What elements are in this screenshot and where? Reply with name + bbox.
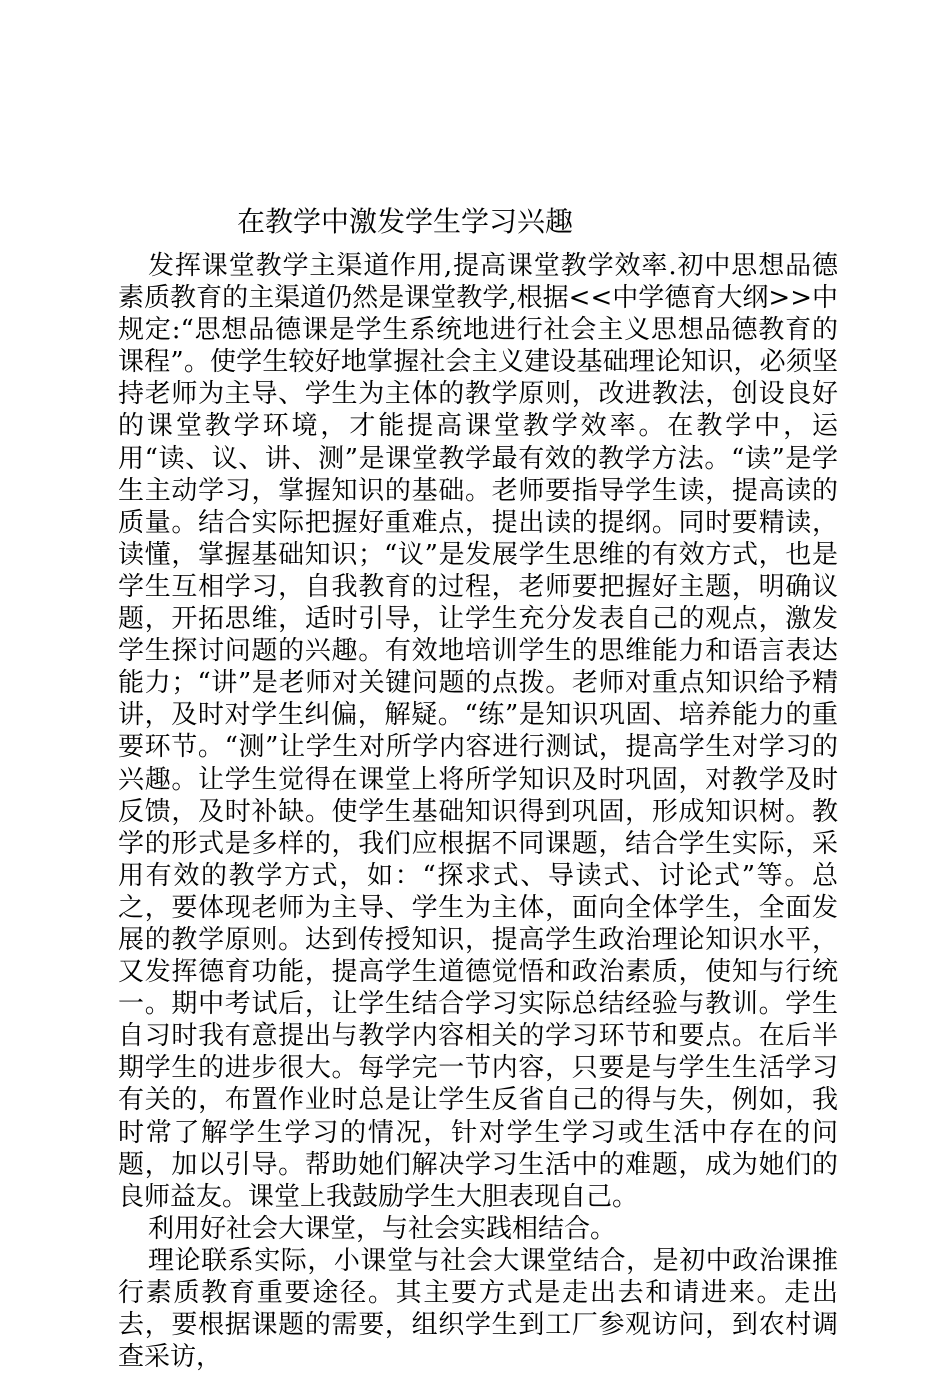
paragraph-theory-practice: 理论联系实际，小课堂与社会大课堂结合，是初中政治课推行素质教育重要途径。其主要方式是走出去和请进来。走出去，要根据课题的需要，组织学生到工厂参观访问，到农村调查采访，: [118, 1245, 838, 1373]
paragraph-social-practice-heading: 利用好社会大课堂，与社会实践相结合。: [148, 1213, 617, 1244]
document-body: [118, 250, 838, 1373]
document-title: 在教学中激发学生学习兴趣: [237, 205, 574, 238]
paragraph-classroom-teaching: 发挥课堂教学主渠道作用,提高课堂教学效率.初中思想品德素质教育的主渠道仍然是课堂教学,根据<<中学德育大纲>>中规定:“思想品德课是学生系统地进行社会主义思想品德教育的课程”。使学生较好地掌握社会主义建设基础理论知识，必须坚持老师为主导、学生为主体的教学原则，改进教法，创设良好的课堂教学环境，才能提高课堂教学效率。在教学中，运用“读、议、讲、测”是课堂教学最有效的教学方法。“读”是学生主动学习，掌握知识的基础。老师要指导学生读，提高读的质量。结合实际把握好重难点，提出读的提纲。同时要精读，读懂，掌握基础知识；“议”是发展学生思维的有效方式，也是学生互相学习，自我教育的过程，老师要把握好主题，明确议题，开拓思维，适时引导，让学生充分发表自己的观点，激发学生探讨问题的兴趣。有效地培训学生的思维能力和语言表达能力；“讲”是老师对关键问题的点拨。老师对重点知识给予精讲，及时对学生纠偏，解疑。“练”是知识巩固、培养能力的重要环节。“测”让学生对所学内容进行测试，提高学生对学习的兴趣。让学生觉得在课堂上将所学知识及时巩固，对教学及时反馈，及时补缺。使学生基础知识得到巩固，形成知识树。教学的形式是多样的，我们应根据不同课题，结合学生实际，采用有效的教学方式，如：“探求式、导读式、讨论式”等。总之，要体现老师为主导、学生为主体，面向全体学生，全面发展的教学原则。达到传授知识，提高学生政治理论知识水平，又发挥德育功能，提高学生道德觉悟和政治素质，使知与行统一。期中考试后，让学生结合学习实际总结经验与教训。学生自习时我有意提出与教学内容相关的学习环节和要点。在后半期学生的进步很大。每学完一节内容，只要是与学生生活学习有关的，布置作业时总是让学生反省自己的得与失，例如，我时常了解学生学习的情况，针对学生学习或生活中存在的问题，加以引导。帮助她们解决学习生活中的难题，成为她们的良师益友。课堂上我鼓励学生大胆表现自己。: [118, 251, 838, 1212]
